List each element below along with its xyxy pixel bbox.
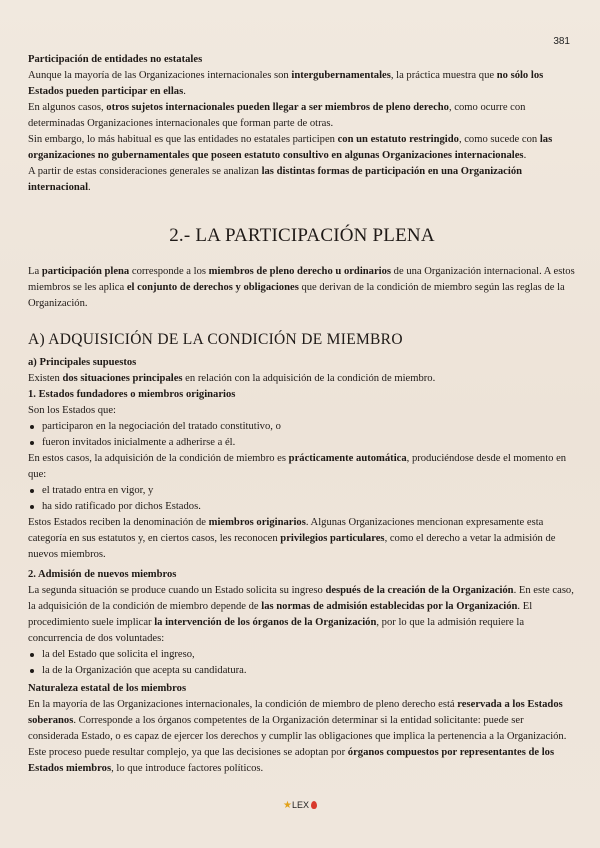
text-run: La [28, 266, 42, 277]
paragraph: Son los Estados que: [28, 405, 116, 416]
text-run: Aunque la mayoría de las Organizaciones internacionales son [28, 70, 292, 81]
bold-text: dos situaciones principales [62, 373, 183, 384]
bold-text: otros sujetos internacionales pueden llegar a ser miembros de pleno derecho [106, 102, 449, 113]
text-run: A partir de estas consideraciones generales se analizan [28, 166, 262, 177]
intro-paragraph [28, 100, 576, 132]
list-item: ha sido ratificado por dichos Estados. [28, 499, 576, 515]
text-run: , lo que introduce factores políticos. [111, 763, 264, 774]
subheading: Naturaleza estatal de los miembros [28, 683, 187, 694]
bold-text: las organizaciones no gubernamentales que poseen estatuto consultivo en algunas Organizaciones internacionales [28, 134, 553, 161]
list-item: la de la Organización que acepta su candidatura. [28, 663, 576, 679]
bold-text: prácticamente automática [288, 453, 407, 464]
text-run: . Corresponde a los órganos competentes de la Organización determinar si la entidad solicitante: puede ser considerada Estado, o es capaz de ejercer los derechos y cumplir las obligaciones que implica la pertenencia a la Organización. [28, 715, 567, 742]
bold-text: las normas de admisión establecidas por la Organización [261, 601, 518, 612]
text-run: , produciéndose desde el momento en que: [28, 453, 567, 480]
list-item: participaron en la negociación del tratado constitutivo, o [28, 419, 576, 435]
subsection-title: A) ADQUISICIÓN DE LA CONDICIÓN DE MIEMBRO [28, 331, 403, 348]
bold-text: después de la creación de la Organización [325, 585, 514, 596]
text-run: En estos casos, la adquisición de la condición de miembro es [28, 453, 289, 464]
text-run: , como sucede con [458, 134, 540, 145]
bold-text: participación plena [41, 266, 130, 277]
bold-text: órganos compuestos por representantes de los Estados miembros [28, 747, 555, 774]
list-item: fueron invitados inicialmente a adherirse a él. [28, 435, 576, 451]
text-run: Existen [28, 373, 63, 384]
text-run: . En este caso, la adquisición de la condición de miembro depende de [28, 585, 574, 612]
page-number: 381 [553, 36, 570, 47]
paragraph [28, 371, 576, 387]
text-run: , por lo que la admisión requiere la concurrencia de dos voluntades: [28, 617, 525, 644]
text-run: En algunos casos, [28, 102, 107, 113]
text-run: . El procedimiento suele implicar [28, 601, 533, 628]
paragraph [28, 583, 576, 647]
list-item: el tratado entra en vigor, y [28, 483, 576, 499]
text-run: Sin embargo, lo más habitual es que las entidades no estatales participen [28, 134, 338, 145]
paragraph [28, 697, 576, 745]
bold-text: no sólo los Estados pueden participar en ellas [28, 70, 544, 97]
paragraph [28, 515, 576, 563]
intro-paragraph [28, 164, 576, 196]
drop-icon [311, 801, 317, 809]
intro-paragraph [28, 68, 576, 100]
text-run: . [183, 86, 186, 97]
text-run: Este proceso puede resultar complejo, ya que las decisiones se adoptan por [28, 747, 348, 758]
page-content [28, 52, 576, 777]
paragraph [28, 451, 576, 483]
text-run: La segunda situación se produce cuando un Estado solicita su ingreso [28, 585, 326, 596]
text-run: en relación con la adquisición de la condición de miembro. [182, 373, 436, 384]
intro-heading: Participación de entidades no estatales [28, 54, 203, 65]
star-icon: ★ [283, 800, 292, 811]
bold-text: reservada a los Estados soberanos [28, 699, 563, 726]
bold-text: miembros de pleno derecho u ordinarios [208, 266, 392, 277]
bold-text: miembros originarios [208, 517, 306, 528]
bold-text: privilegios particulares [280, 533, 385, 544]
intro-paragraph [28, 132, 576, 164]
text-run: Estos Estados reciben la denominación de [28, 517, 209, 528]
bold-text: la intervención de los órganos de la Organización [154, 617, 377, 628]
text-run: corresponde a los [129, 266, 209, 277]
text-run: En la mayoría de las Organizaciones internacionales, la condición de miembro de pleno derecho está [28, 699, 458, 710]
footer-text: LEX [291, 800, 309, 810]
subheading: 1. Estados fundadores o miembros originarios [28, 389, 236, 400]
text-run: . Algunas Organizaciones mencionan expresamente esta categoría en sus estatutos y, en ciertos casos, les reconocen [28, 517, 544, 544]
list-item: la del Estado que solicita el ingreso, [28, 647, 576, 663]
text-run: , como el derecho a vetar la admisión de nuevos miembros. [28, 533, 556, 560]
subheading: 2. Admisión de nuevos miembros [28, 569, 177, 580]
text-run: , la práctica muestra que [390, 70, 497, 81]
text-run: , como ocurre con determinadas Organizaciones internacionales que forman parte de otras. [28, 102, 526, 129]
text-run: . [88, 182, 91, 193]
section-title: 2.- LA PARTICIPACIÓN PLENA [169, 225, 435, 246]
text-run: que derivan de la condición de miembro según las reglas de la Organización. [28, 282, 565, 309]
footer-logo [0, 800, 600, 811]
bold-text: las distintas formas de participación en una Organización internacional [28, 166, 523, 193]
section-paragraph [28, 264, 576, 312]
text-run: de una Organización internacional. A estos miembros se les aplica [28, 266, 575, 293]
bold-text: intergubernamentales [291, 70, 391, 81]
subheading: a) Principales supuestos [28, 357, 137, 368]
bold-text: con un estatuto restringido [337, 134, 459, 145]
text-run: . [523, 150, 527, 161]
bold-text: el conjunto de derechos y obligaciones [126, 282, 299, 293]
paragraph [28, 745, 576, 777]
